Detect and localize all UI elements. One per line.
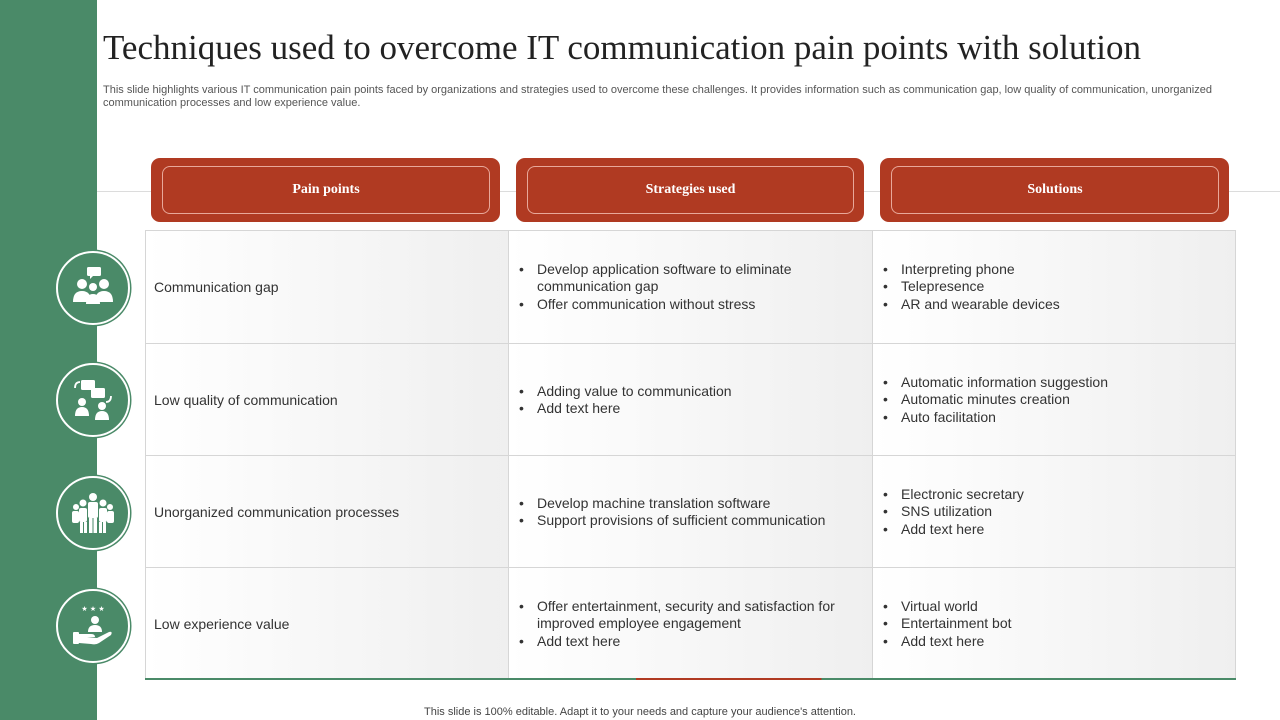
list-item: • Offer entertainment, security and satisfaction for improved employee engagement xyxy=(517,598,872,633)
strategies-list xyxy=(517,261,872,314)
svg-text:★ ★ ★: ★ ★ ★ xyxy=(81,605,105,613)
list-item: • Interpreting phone xyxy=(881,261,1060,279)
solutions-list xyxy=(881,598,1012,651)
team-chat-icon xyxy=(56,251,130,325)
hand-rating-icon xyxy=(56,589,130,663)
list-item: • Add text here xyxy=(881,521,1024,539)
list-item: • Support provisions of sufficient communication xyxy=(517,512,825,530)
list-item: • Virtual world xyxy=(881,598,1012,616)
strategies-cell xyxy=(509,568,873,680)
list-item: • Entertainment bot xyxy=(881,615,1012,633)
header-solutions-label: Solutions xyxy=(1027,182,1083,197)
pain-cell xyxy=(146,231,509,343)
table-bottom-accent xyxy=(145,678,1236,680)
strategies-list xyxy=(517,495,825,530)
list-item: • Add text here xyxy=(881,633,1012,651)
solutions-cell xyxy=(873,568,1235,680)
pain-points-table xyxy=(145,230,1236,679)
list-item: • Auto facilitation xyxy=(881,409,1108,427)
list-item: • Automatic information suggestion xyxy=(881,374,1108,392)
page-subtitle: This slide highlights various IT communication pain points faced by organizations and strategies used to overcome these challenges. It provides information such as communication gap, low quality of communication, unorganized communication processes and low experience value. xyxy=(103,84,1212,109)
list-item: • Telepresence xyxy=(881,278,1060,296)
table-row xyxy=(146,231,1235,343)
pain-label: Low quality of communication xyxy=(154,392,338,408)
solutions-cell xyxy=(873,344,1235,456)
table-row xyxy=(146,455,1235,568)
pain-label: Unorganized communication processes xyxy=(154,504,400,520)
table-row xyxy=(146,343,1235,456)
strategies-list xyxy=(517,598,872,651)
pain-cell xyxy=(146,568,509,680)
strategies-cell xyxy=(509,231,873,343)
solutions-list xyxy=(881,261,1060,314)
header-solutions xyxy=(880,158,1229,222)
pain-label: Low experience value xyxy=(154,616,290,632)
header-pain-points xyxy=(151,158,500,222)
list-item: • Add text here xyxy=(517,400,732,418)
list-item: • Offer communication without stress xyxy=(517,296,872,314)
page-title: Techniques used to overcome IT communication pain points with solution xyxy=(103,28,1141,67)
header-strategies-label: Strategies used xyxy=(645,182,736,197)
solutions-list xyxy=(881,374,1108,427)
pain-cell xyxy=(146,344,509,456)
list-item: • Develop machine translation software xyxy=(517,495,825,513)
solutions-cell xyxy=(873,456,1235,568)
list-item: • Automatic minutes creation xyxy=(881,391,1108,409)
pain-cell xyxy=(146,456,509,568)
strategies-cell xyxy=(509,456,873,568)
group-icon xyxy=(56,476,130,550)
footer-note: This slide is 100% editable. Adapt it to your needs and capture your audience's attention. xyxy=(424,706,856,718)
header-pain-points-label: Pain points xyxy=(292,182,360,197)
strategies-list xyxy=(517,383,732,418)
list-item: • SNS utilization xyxy=(881,503,1024,521)
solutions-cell xyxy=(873,231,1235,343)
list-item: • Electronic secretary xyxy=(881,486,1024,504)
list-item: • Add text here xyxy=(517,633,872,651)
list-item: • AR and wearable devices xyxy=(881,296,1060,314)
list-item: • Develop application software to eliminate communication gap xyxy=(517,261,872,296)
table-row xyxy=(146,567,1235,680)
solutions-list xyxy=(881,486,1024,539)
header-strategies xyxy=(516,158,864,222)
pain-label: Communication gap xyxy=(154,279,279,295)
list-item: • Adding value to communication xyxy=(517,383,732,401)
discussion-icon xyxy=(56,363,130,437)
strategies-cell xyxy=(509,344,873,456)
